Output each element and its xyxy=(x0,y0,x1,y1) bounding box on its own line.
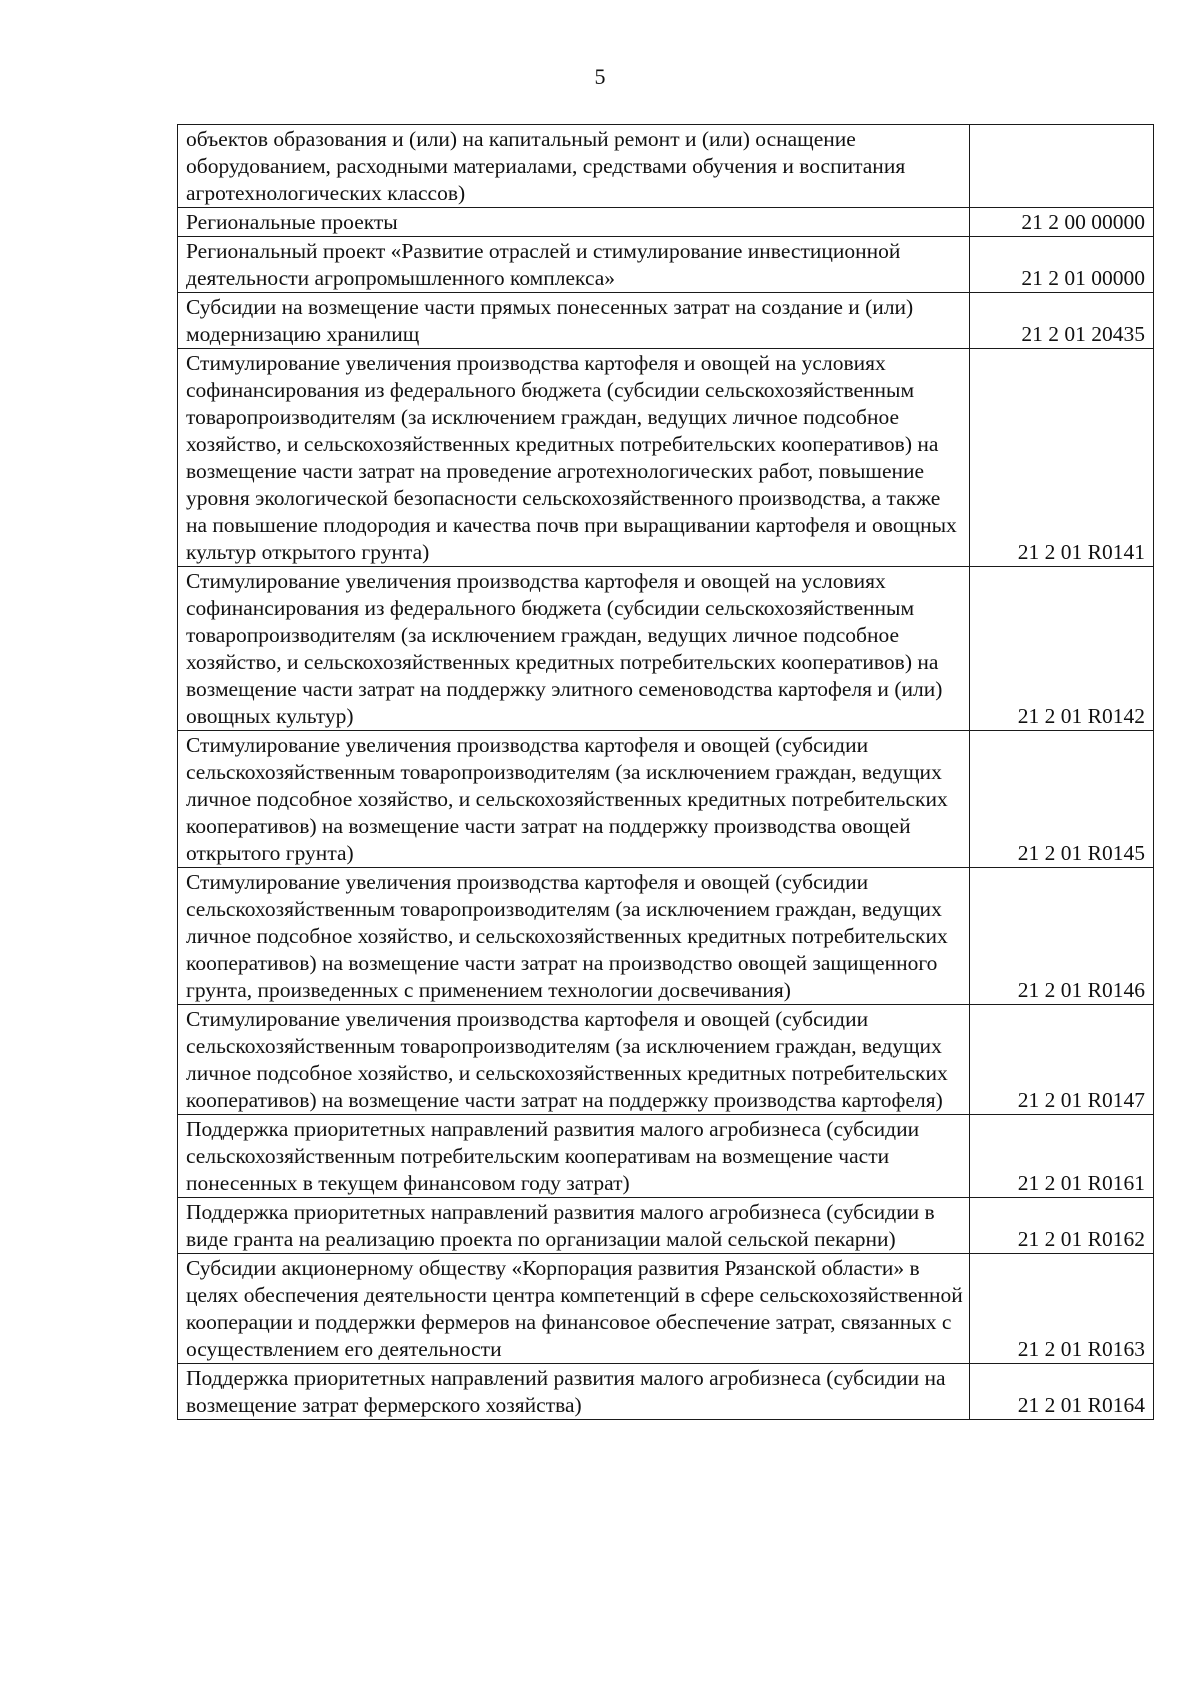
row-code-cell: 21 2 01 R0161 xyxy=(970,1115,1154,1198)
row-name-cell: Стимулирование увеличения производства картофеля и овощей (субсидии сельскохозяйственным товаропроизводителям (за исключением граждан, ведущих личное подсобное хозяйство, и сельскохозяйственных кредитных потребительских кооперативов) на возмещение части затрат на поддержку производства овощей открытого грунта) xyxy=(178,731,970,868)
row-code-cell: 21 2 01 R0147 xyxy=(970,1005,1154,1115)
row-code-cell: 21 2 01 R0146 xyxy=(970,868,1154,1005)
table-row xyxy=(178,731,1154,868)
table-row xyxy=(178,1005,1154,1115)
table-row xyxy=(178,868,1154,1005)
row-code-cell: 21 2 01 R0164 xyxy=(970,1364,1154,1420)
row-name-cell: Стимулирование увеличения производства картофеля и овощей (субсидии сельскохозяйственным товаропроизводителям (за исключением граждан, ведущих личное подсобное хозяйство, и сельскохозяйственных кредитных потребительских кооперативов) на возмещение части затрат на поддержку производства картофеля) xyxy=(178,1005,970,1115)
row-code-cell: 21 2 01 R0141 xyxy=(970,349,1154,567)
row-code-cell: 21 2 00 00000 xyxy=(970,208,1154,237)
table-row xyxy=(178,293,1154,349)
budget-classification-table xyxy=(177,124,1154,1420)
table-row xyxy=(178,1198,1154,1254)
table-body xyxy=(178,125,1154,1420)
row-name-cell: Региональный проект «Развитие отраслей и стимулирование инвестиционной деятельности агропромышленного комплекса» xyxy=(178,237,970,293)
table-row xyxy=(178,237,1154,293)
row-code-cell: 21 2 01 R0162 xyxy=(970,1198,1154,1254)
row-name-cell: Поддержка приоритетных направлений развития малого агробизнеса (субсидии сельскохозяйственным потребительским кооперативам на возмещение части понесенных в текущем финансовом году затрат) xyxy=(178,1115,970,1198)
row-name-cell: Стимулирование увеличения производства картофеля и овощей на условиях софинансирования из федерального бюджета (субсидии сельскохозяйственным товаропроизводителям (за исключением граждан, ведущих личное подсобное хозяйство, и сельскохозяйственных кредитных потребительских кооперативов) на возмещение части затрат на поддержку элитного семеноводства картофеля и (или) овощных культур) xyxy=(178,567,970,731)
row-name-cell: объектов образования и (или) на капитальный ремонт и (или) оснащение оборудованием, расходными материалами, средствами обучения и воспитания агротехнологических классов) xyxy=(178,125,970,208)
row-code-cell: 21 2 01 R0142 xyxy=(970,567,1154,731)
row-code-cell xyxy=(970,125,1154,208)
row-code-cell: 21 2 01 R0145 xyxy=(970,731,1154,868)
row-name-cell: Стимулирование увеличения производства картофеля и овощей (субсидии сельскохозяйственным товаропроизводителям (за исключением граждан, ведущих личное подсобное хозяйство, и сельскохозяйственных кредитных потребительских кооперативов) на возмещение части затрат на производство овощей защищенного грунта, произведенных с применением технологии досвечивания) xyxy=(178,868,970,1005)
row-code-cell: 21 2 01 R0163 xyxy=(970,1254,1154,1364)
table-row xyxy=(178,1254,1154,1364)
table-row xyxy=(178,567,1154,731)
row-name-cell: Субсидии на возмещение части прямых понесенных затрат на создание и (или) модернизацию хранилищ xyxy=(178,293,970,349)
row-name-cell: Региональные проекты xyxy=(178,208,970,237)
row-code-cell: 21 2 01 00000 xyxy=(970,237,1154,293)
table-row xyxy=(178,1115,1154,1198)
table-row xyxy=(178,1364,1154,1420)
table-row xyxy=(178,125,1154,208)
row-name-cell: Субсидии акционерному обществу «Корпорация развития Рязанской области» в целях обеспечения деятельности центра компетенций в сфере сельскохозяйственной кооперации и поддержки фермеров на финансовое обеспечение затрат, связанных с осуществлением его деятельности xyxy=(178,1254,970,1364)
row-name-cell: Поддержка приоритетных направлений развития малого агробизнеса (субсидии на возмещение затрат фермерского хозяйства) xyxy=(178,1364,970,1420)
row-name-cell: Стимулирование увеличения производства картофеля и овощей на условиях софинансирования из федерального бюджета (субсидии сельскохозяйственным товаропроизводителям (за исключением граждан, ведущих личное подсобное хозяйство, и сельскохозяйственных кредитных потребительских кооперативов) на возмещение части затрат на проведение агротехнологических работ, повышение уровня экологической безопасности сельскохозяйственного производства, а также на повышение плодородия и качества почв при выращивании картофеля и овощных культур открытого грунта) xyxy=(178,349,970,567)
row-name-cell: Поддержка приоритетных направлений развития малого агробизнеса (субсидии в виде гранта на реализацию проекта по организации малой сельской пекарни) xyxy=(178,1198,970,1254)
table-row xyxy=(178,349,1154,567)
table-row xyxy=(178,208,1154,237)
page-number: 5 xyxy=(594,64,606,89)
row-code-cell: 21 2 01 20435 xyxy=(970,293,1154,349)
